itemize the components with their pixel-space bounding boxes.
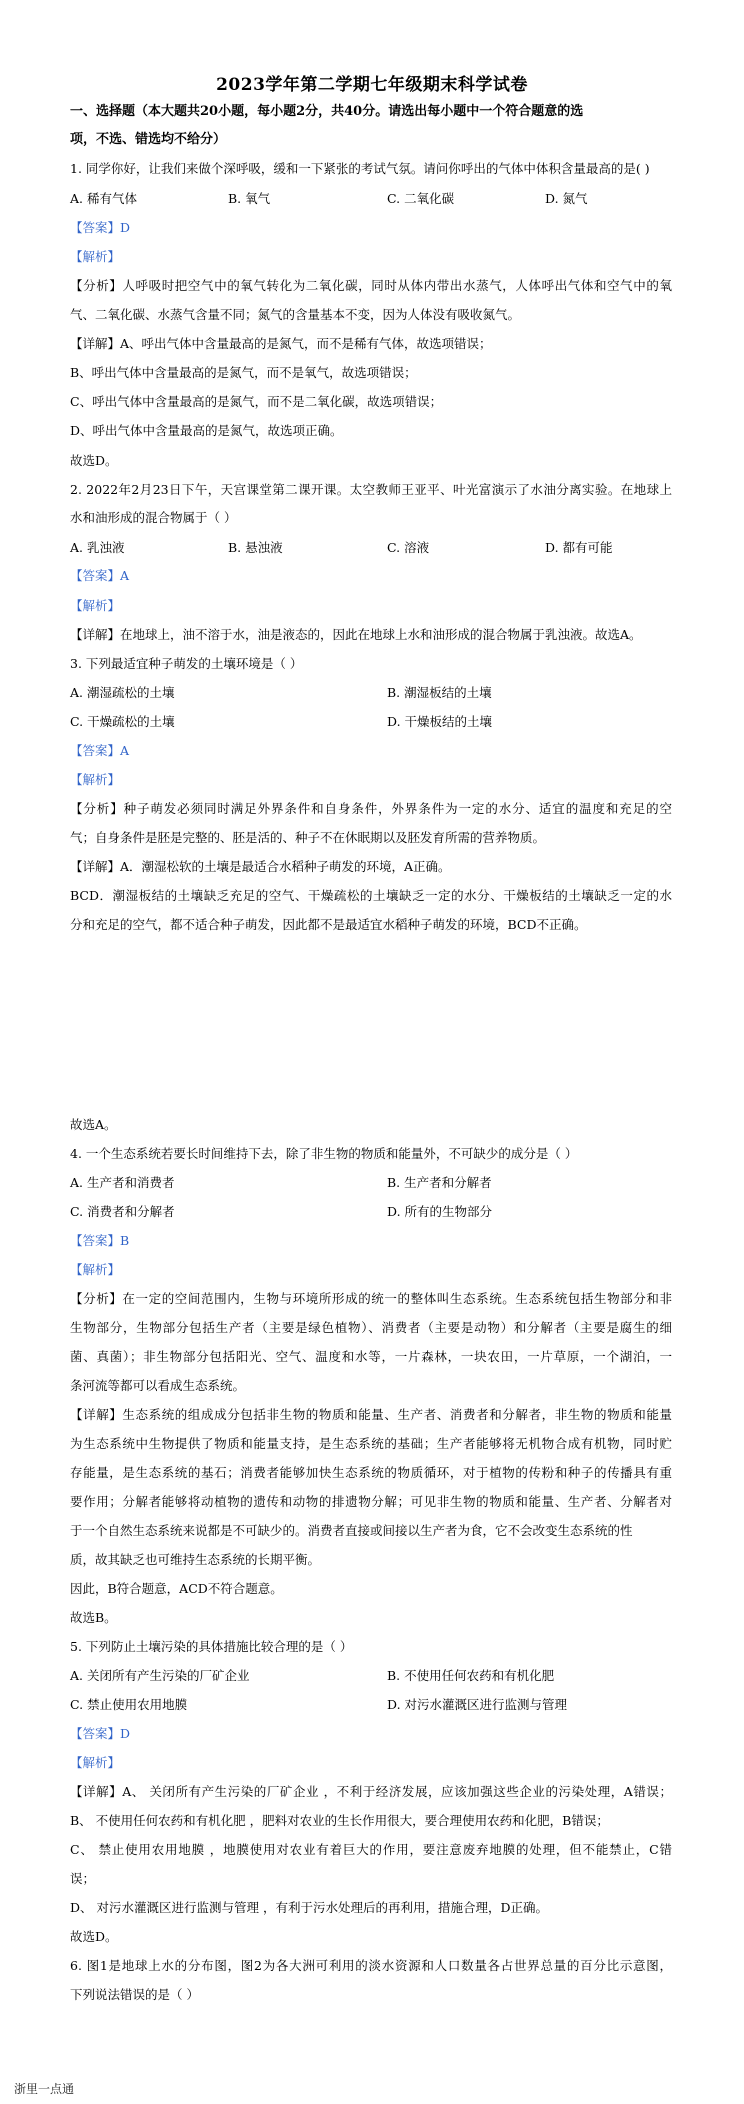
q1-detail-d: D、呼出气体中含量最高的是氮气，故选项正确。 <box>70 423 343 438</box>
q2-stem-cont: 水和油形成的混合物属于（ ） <box>70 510 237 525</box>
q3-option-a: A. 潮湿疏松的土壤 <box>70 685 175 700</box>
q4-fenxi-3: 菌、真菌）；非生物部分包括阳光、空气、温度和水等，一片森林，一块农田，一片草原，一个湖泊，一 <box>70 1349 672 1364</box>
q2-option-c: C. 溶液 <box>387 540 430 555</box>
q5-stem: 5. 下列防止土壤污染的具体措施比较合理的是（ ） <box>70 1639 353 1654</box>
q4-analysis-label: 【解析】 <box>70 1262 121 1277</box>
q1-detail-a: 【详解】A、呼出气体中含量最高的是氮气，而不是稀有气体，故选项错误； <box>70 336 492 351</box>
q4-conclusion: 故选B。 <box>70 1610 117 1625</box>
q1-fenxi-cont: 气、二氧化碳、水蒸气含量不同；氮气的含量基本不变，因为人体没有吸收氮气。 <box>70 307 521 322</box>
q4-detail-3: 存能量，是生态系统的基石；消费者能够加快生态系统的物质循环，对于植物的传粉和种子的传播具有重 <box>70 1465 672 1480</box>
q5-answer: 【答案】D <box>70 1726 131 1741</box>
section-heading-cont: 项，不选、错选均不给分） <box>70 132 227 147</box>
q5-detail-c: C、 禁止使用农用地膜 ，地膜使用对农业有着巨大的作用，要注意废弃地膜的处理，但不能禁止，C错 <box>70 1842 672 1857</box>
q2-detail: 【详解】在地球上，油不溶于水，油是液态的，因此在地球上水和油形成的混合物属于乳浊液。故选A。 <box>70 627 642 642</box>
q3-detail-bcd: BCD．潮湿板结的土壤缺乏充足的空气、干燥疏松的土壤缺乏一定的水分、干燥板结的土壤缺乏一定的水 <box>70 888 672 903</box>
q2-option-b: B. 悬浊液 <box>228 540 283 555</box>
q4-detail-2: 为生态系统中生物提供了物质和能量支持，是生态系统的基础；生产者能够将无机物合成有机物，同时贮 <box>70 1436 672 1451</box>
q1-stem: 1. 同学你好，让我们来做个深呼吸，缓和一下紧张的考试气氛。请问你呼出的气体中体积含量最高的是( ) <box>70 161 650 176</box>
q5-conclusion: 故选D。 <box>70 1929 118 1944</box>
q2-option-d: D. 都有可能 <box>545 540 613 555</box>
q3-answer: 【答案】A <box>70 743 130 758</box>
q1-option-c: C. 二氧化碳 <box>387 191 455 206</box>
q2-stem: 2. 2022年2月23日下午，天宫课堂第二课开课。太空教师王亚平、叶光富演示了水油分离实验。在地球上 <box>70 482 672 497</box>
q5-detail-a: 【详解】A、 关闭所有产生污染的厂矿企业 ，不利于经济发展，应该加强这些企业的污染处理，A错误； <box>70 1784 672 1799</box>
q1-option-b: B. 氧气 <box>228 191 271 206</box>
footer-watermark: 浙里一点通 <box>14 2082 75 2096</box>
q2-answer: 【答案】A <box>70 568 130 583</box>
q6-stem: 6. 图1是地球上水的分布图，图2为各大洲可利用的淡水资源和人口数量各占世界总量的百分比示意图， <box>70 1958 672 1973</box>
q4-detail-1: 【详解】生态系统的组成成分包括非生物的物质和能量、生产者、消费者和分解者，非生物的物质和能量 <box>70 1407 672 1422</box>
q4-option-c: C. 消费者和分解者 <box>70 1204 175 1219</box>
q4-option-d: D. 所有的生物部分 <box>387 1204 493 1219</box>
q1-analysis-label: 【解析】 <box>70 249 121 264</box>
q3-option-b: B. 潮湿板结的土壤 <box>387 685 492 700</box>
q4-detail-4: 要作用；分解者能够将动植物的遗传和动物的排遗物分解；可见非生物的物质和能量、生产者、分解者对 <box>70 1494 672 1509</box>
q1-option-d: D. 氮气 <box>545 191 588 206</box>
q2-option-a: A. 乳浊液 <box>70 540 125 555</box>
q4-detail-6: 质，故其缺乏也可维持生态系统的长期平衡。 <box>70 1552 321 1567</box>
q5-option-b: B. 不使用任何农药和有机化肥 <box>387 1668 555 1683</box>
q3-fenxi-cont: 气；自身条件是胚是完整的、胚是活的、种子不在休眠期以及胚发育所需的营养物质。 <box>70 830 546 845</box>
q3-analysis-label: 【解析】 <box>70 772 121 787</box>
q6-stem-cont: 下列说法错误的是（ ） <box>70 1987 199 2002</box>
q4-answer: 【答案】B <box>70 1233 130 1248</box>
q5-option-a: A. 关闭所有产生污染的厂矿企业 <box>70 1668 250 1683</box>
q4-fenxi-4: 条河流等都可以看成生态系统。 <box>70 1378 246 1393</box>
q3-stem: 3. 下列最适宜种子萌发的土壤环境是（ ） <box>70 656 303 671</box>
q4-option-b: B. 生产者和分解者 <box>387 1175 492 1190</box>
q5-detail-d: D、 对污水灌溉区进行监测与管理 ，有利于污水处理后的再利用，措施合理，D正确。 <box>70 1900 548 1915</box>
q3-option-c: C. 干燥疏松的土壤 <box>70 714 175 729</box>
q3-conclusion: 故选A。 <box>70 1117 117 1132</box>
page-title: 2023学年第二学期七年级期末科学试卷 <box>216 75 528 95</box>
q4-detail-7: 因此，B符合题意，ACD不符合题意。 <box>70 1581 283 1596</box>
q4-detail-5: 于一个自然生态系统来说都是不可缺少的。消费者直接或间接以生产者为食，它不会改变生态系统的性 <box>70 1523 633 1538</box>
q1-detail-b: B、呼出气体中含量最高的是氮气，而不是氧气，故选项错误； <box>70 365 417 380</box>
q5-option-c: C. 禁止使用农用地膜 <box>70 1697 188 1712</box>
section-heading: 一、选择题（本大题共20小题，每小题2分，共40分。请选出每小题中一个符合题意的选 <box>70 104 584 119</box>
q4-fenxi-2: 生物部分，生物部分包括生产者（主要是绿色植物）、消费者（主要是动物）和分解者（主要是腐生的细 <box>70 1320 672 1335</box>
q5-analysis-label: 【解析】 <box>70 1755 121 1770</box>
q3-fenxi: 【分析】种子萌发必须同时满足外界条件和自身条件，外界条件为一定的水分、适宜的温度和充足的空 <box>70 801 672 816</box>
q4-option-a: A. 生产者和消费者 <box>70 1175 175 1190</box>
q1-conclusion: 故选D。 <box>70 453 118 468</box>
q1-detail-c: C、呼出气体中含量最高的是氮气，而不是二氧化碳，故选项错误； <box>70 394 443 409</box>
q4-fenxi-1: 【分析】在一定的空间范围内，生物与环境所形成的统一的整体叫生态系统。生态系统包括生物部分和非 <box>70 1291 672 1306</box>
q5-option-d: D. 对污水灌溉区进行监测与管理 <box>387 1697 568 1712</box>
q1-option-a: A. 稀有气体 <box>70 191 137 206</box>
q3-option-d: D. 干燥板结的土壤 <box>387 714 493 729</box>
q5-detail-c-cont: 误； <box>70 1871 96 1886</box>
q2-analysis-label: 【解析】 <box>70 598 121 613</box>
q3-detail-a: 【详解】A．潮湿松软的土壤是最适合水稻种子萌发的环境，A正确。 <box>70 859 451 874</box>
q1-answer: 【答案】D <box>70 220 131 235</box>
q4-stem: 4. 一个生态系统若要长时间维持下去，除了非生物的物质和能量外，不可缺少的成分是（ ） <box>70 1146 578 1161</box>
q5-detail-b: B、 不使用任何农药和有机化肥 ，肥料对农业的生长作用很大，要合理使用农药和化肥，B错误； <box>70 1813 609 1828</box>
q3-detail-bcd-cont: 分和充足的空气，都不适合种子萌发，因此都不是最适宜水稻种子萌发的环境，BCD不正确。 <box>70 917 587 932</box>
q1-fenxi: 【分析】人呼吸时把空气中的氧气转化为二氧化碳，同时从体内带出水蒸气，人体呼出气体和空气中的氧 <box>70 278 672 293</box>
